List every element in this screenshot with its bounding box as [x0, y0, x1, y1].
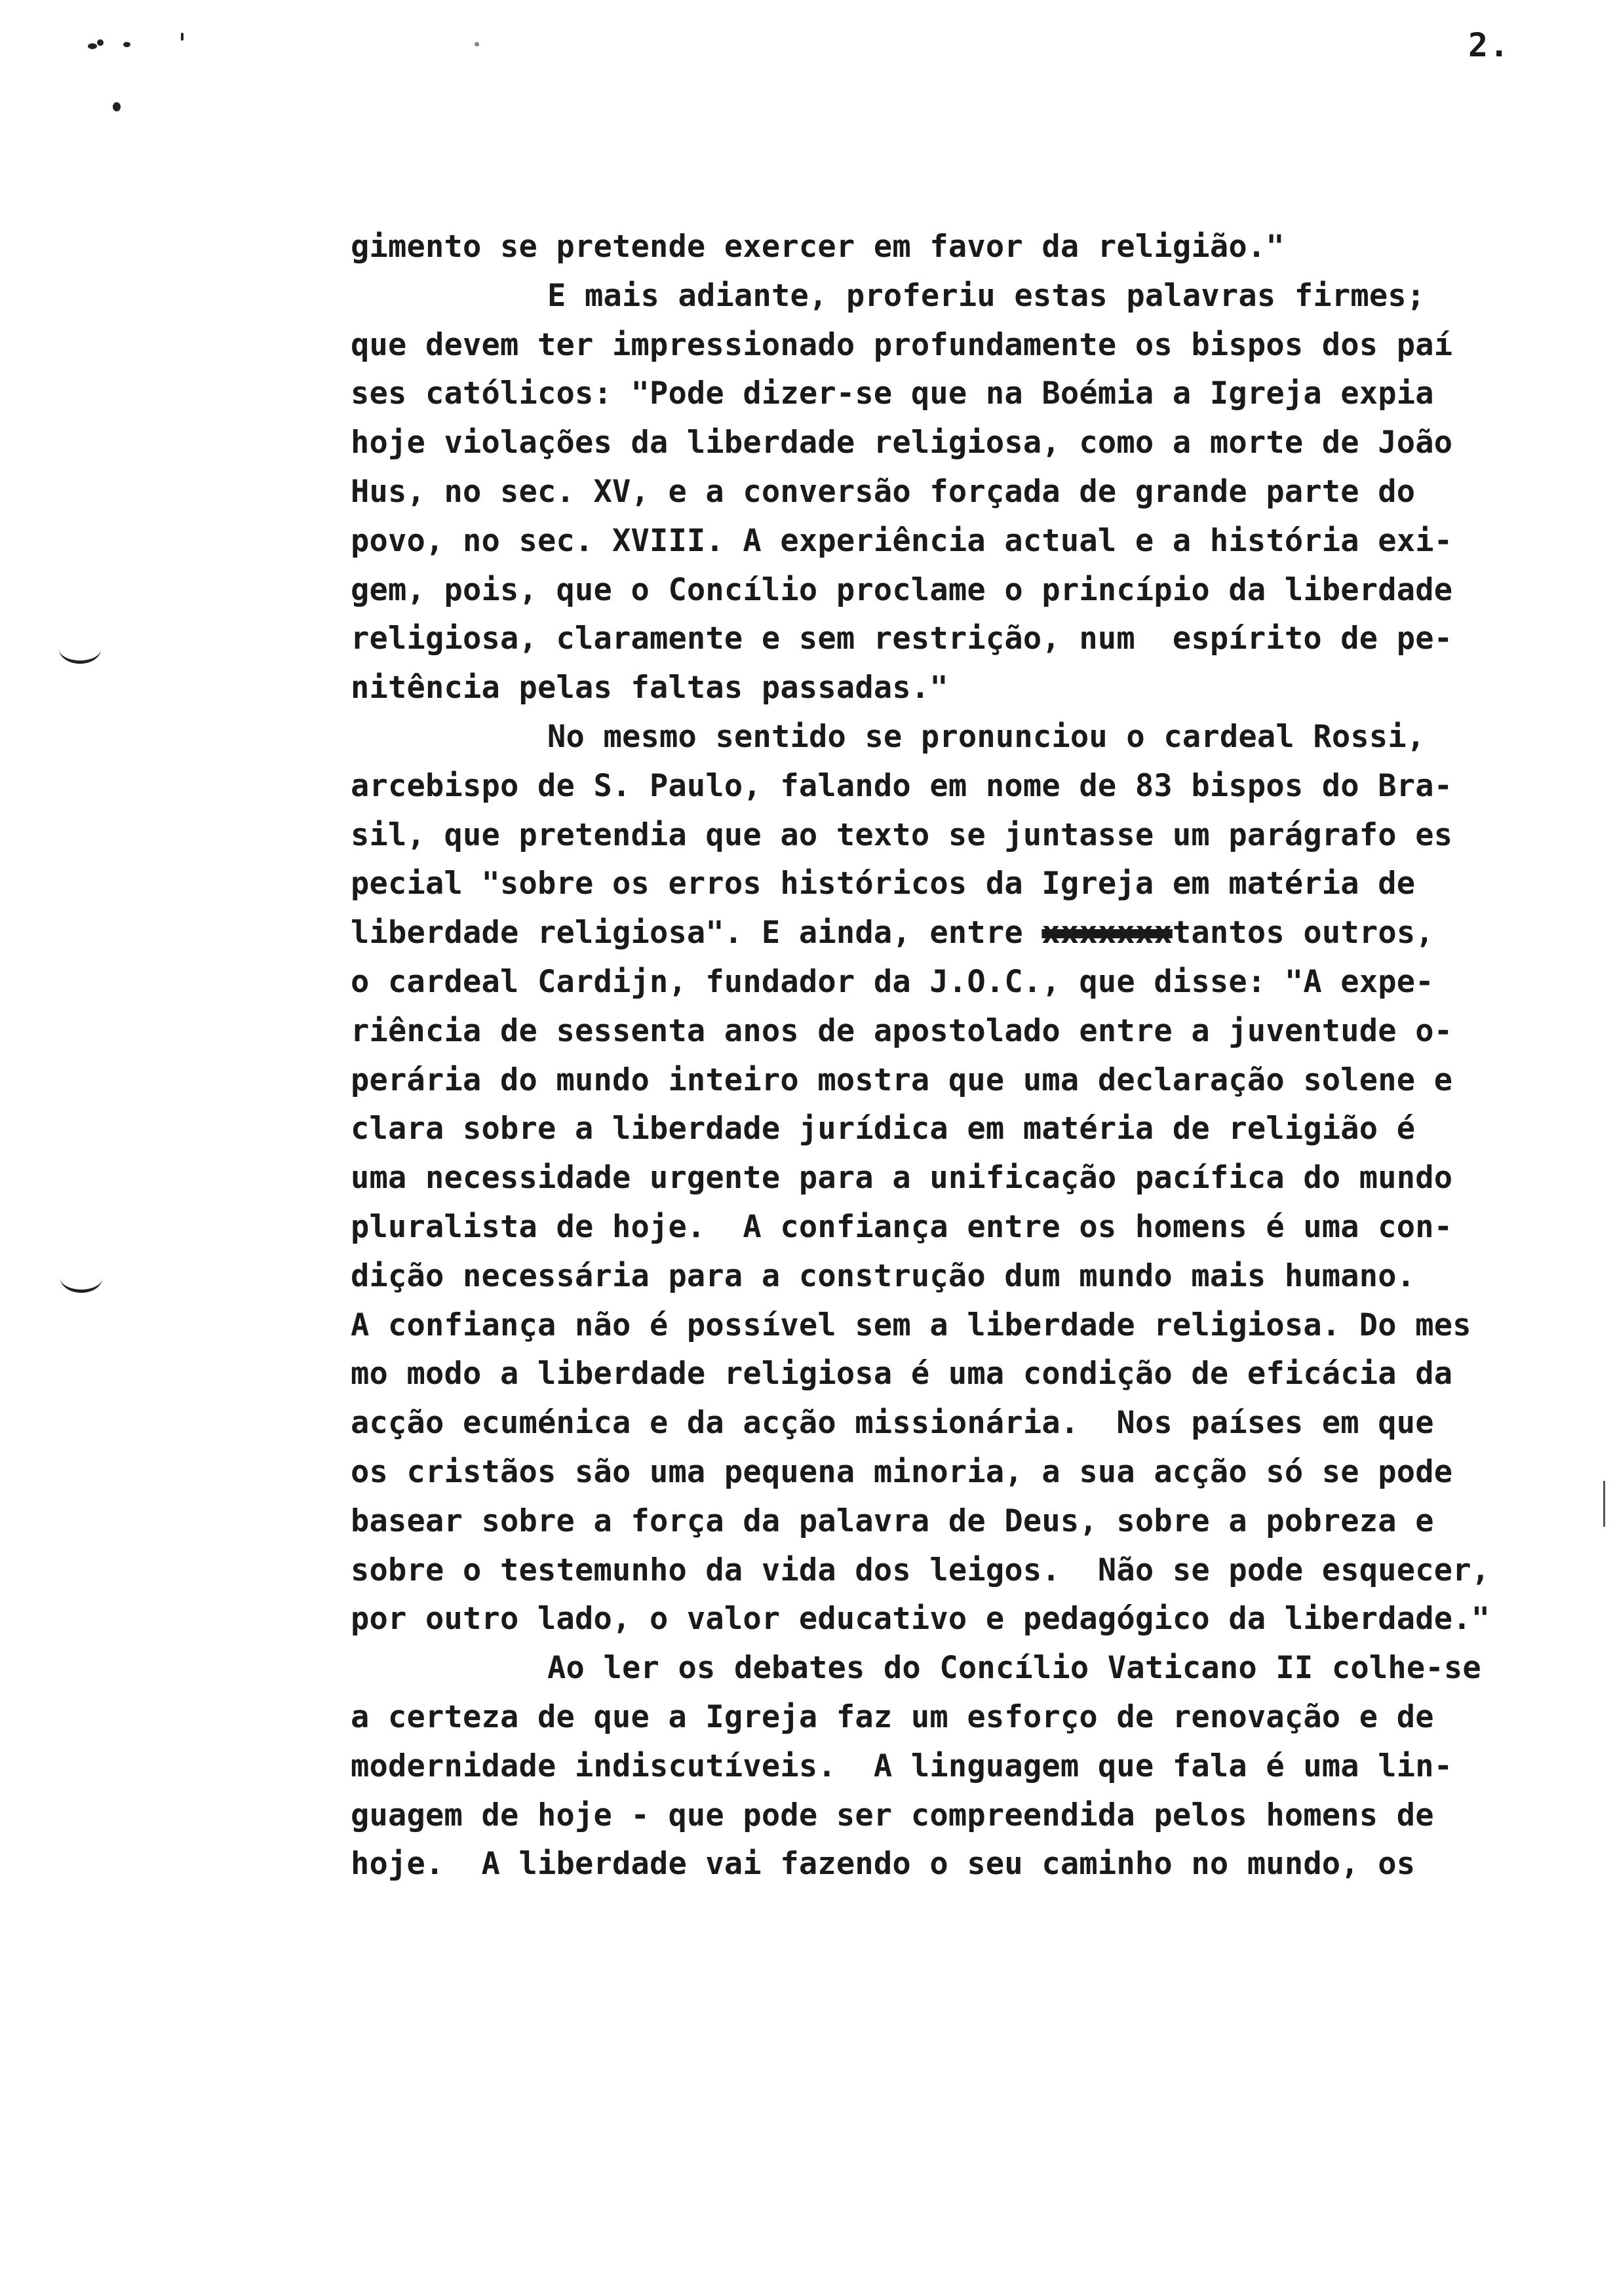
text-line — [351, 762, 1596, 811]
text-line-content: povo, no sec. XVIII. A experiência actual e a história exi- — [351, 522, 1453, 559]
text-line — [351, 1350, 1596, 1399]
text-line-content: a certeza de que a Igreja faz um esforço de renovação e de — [351, 1698, 1434, 1735]
text-line-content: hoje violações da liberdade religiosa, como a morte de João — [351, 425, 1453, 461]
text-line — [351, 909, 1596, 958]
text-line — [351, 1105, 1596, 1154]
struck-out-text: xxxxxxx — [1041, 915, 1173, 951]
text-line — [351, 1399, 1596, 1448]
text-line-content: A confiança não é possível sem a liberdade religiosa. Do mes — [351, 1307, 1471, 1343]
text-line-content: riência de sessenta anos de apostolado entre a juventude o- — [351, 1012, 1453, 1049]
text-line-content: acção ecuménica e da acção missionária. Nos países em que — [351, 1405, 1434, 1442]
text-line — [351, 811, 1596, 860]
scan-mark — [88, 43, 97, 49]
text-line — [351, 223, 1596, 272]
text-line-content: sil, que pretendia que ao texto se juntasse um parágrafo es — [351, 816, 1453, 853]
text-line-content: basear sobre a força da palavra de Deus, sobre a pobreza e — [351, 1502, 1434, 1539]
text-line — [351, 664, 1596, 713]
text-line-content: religiosa, claramente e sem restrição, num espírito de pe- — [351, 621, 1453, 657]
text-line-content: liberdade religiosa". E ainda, entre — [351, 915, 1042, 951]
text-line-content: nitência pelas faltas passadas." — [351, 670, 948, 706]
text-line — [351, 1252, 1596, 1301]
text-line-content: guagem de hoje - que pode ser compreendida pelos homens de — [351, 1797, 1434, 1833]
text-line — [351, 370, 1596, 419]
text-line-content: perária do mundo inteiro mostra que uma declaração solene e — [351, 1062, 1453, 1098]
text-line — [351, 1595, 1596, 1644]
text-line-content: No mesmo sentido se pronunciou o cardeal Rossi, — [547, 718, 1426, 755]
text-line — [351, 1840, 1596, 1889]
text-line — [351, 615, 1596, 664]
text-line — [351, 1791, 1596, 1841]
punch-hole-mark — [59, 634, 101, 664]
text-line-content: arcebispo de S. Paulo, falando em nome de 83 bispos do Bra- — [351, 767, 1453, 804]
scan-mark — [475, 42, 479, 47]
text-line — [351, 1056, 1596, 1105]
text-line — [351, 566, 1596, 615]
text-line-content: pecial "sobre os erros históricos da Igreja em matéria de — [351, 866, 1416, 902]
text-line — [351, 1154, 1596, 1203]
text-line-continuation: tantos outros, — [1172, 915, 1434, 951]
text-line — [351, 419, 1596, 468]
text-line-content: dição necessária para a construção dum mundo mais humano. — [351, 1257, 1416, 1294]
text-line — [351, 958, 1596, 1007]
text-line-content: clara sobre a liberdade jurídica em matéria de religião é — [351, 1111, 1416, 1147]
text-line — [351, 1301, 1596, 1350]
text-line-content: por outro lado, o valor educativo e pedagógico da liberdade." — [351, 1601, 1490, 1637]
text-line — [351, 713, 1596, 762]
text-line-content: E mais adiante, proferiu estas palavras firmes; — [547, 277, 1426, 314]
text-line — [351, 468, 1596, 517]
text-line — [351, 1203, 1596, 1252]
text-line — [351, 1693, 1596, 1742]
text-line-content: os cristãos são uma pequena minoria, a sua acção só se pode — [351, 1453, 1453, 1490]
text-line-content: que devem ter impressionado profundamente os bispos dos paí — [351, 326, 1453, 363]
text-line-content: mo modo a liberdade religiosa é uma condição de eficácia da — [351, 1356, 1453, 1392]
text-line-content: hoje. A liberdade vai fazendo o seu caminho no mundo, os — [351, 1846, 1416, 1883]
page-number: 2. — [1468, 26, 1511, 64]
text-line — [351, 1644, 1596, 1693]
text-line — [351, 1007, 1596, 1056]
text-line — [351, 517, 1596, 566]
body-text — [351, 223, 1596, 1889]
scan-mark — [181, 33, 184, 41]
text-line-content: modernidade indiscutíveis. A linguagem que fala é uma lin- — [351, 1748, 1453, 1784]
text-line — [351, 321, 1596, 370]
text-line-content: gimento se pretende exercer em favor da religião." — [351, 229, 1285, 265]
text-line — [351, 1497, 1596, 1546]
text-line-content: Hus, no sec. XV, e a conversão forçada de grande parte do — [351, 473, 1416, 510]
text-line — [351, 272, 1596, 321]
text-line-content: o cardeal Cardijn, fundador da J.O.C., que disse: "A expe- — [351, 963, 1434, 1000]
scan-mark — [113, 102, 121, 111]
text-line-content: pluralista de hoje. A confiança entre os homens é uma con- — [351, 1208, 1453, 1245]
text-line-content: Ao ler os debates do Concílio Vaticano II colhe-se — [547, 1650, 1481, 1687]
text-line-content: uma necessidade urgente para a unificação pacífica do mundo — [351, 1160, 1453, 1196]
text-line-content: sobre o testemunho da vida dos leigos. Não se pode esquecer, — [351, 1552, 1490, 1588]
text-line-content: gem, pois, que o Concílio proclame o princípio da liberdade — [351, 571, 1453, 608]
scan-mark — [97, 39, 104, 46]
scan-edge-mark — [1603, 1481, 1605, 1527]
punch-hole-mark — [60, 1263, 102, 1293]
text-line — [351, 860, 1596, 909]
scan-mark — [123, 42, 130, 47]
text-line — [351, 1742, 1596, 1791]
text-line-content: ses católicos: "Pode dizer-se que na Boémia a Igreja expia — [351, 375, 1434, 412]
text-line — [351, 1546, 1596, 1596]
text-line — [351, 1448, 1596, 1497]
